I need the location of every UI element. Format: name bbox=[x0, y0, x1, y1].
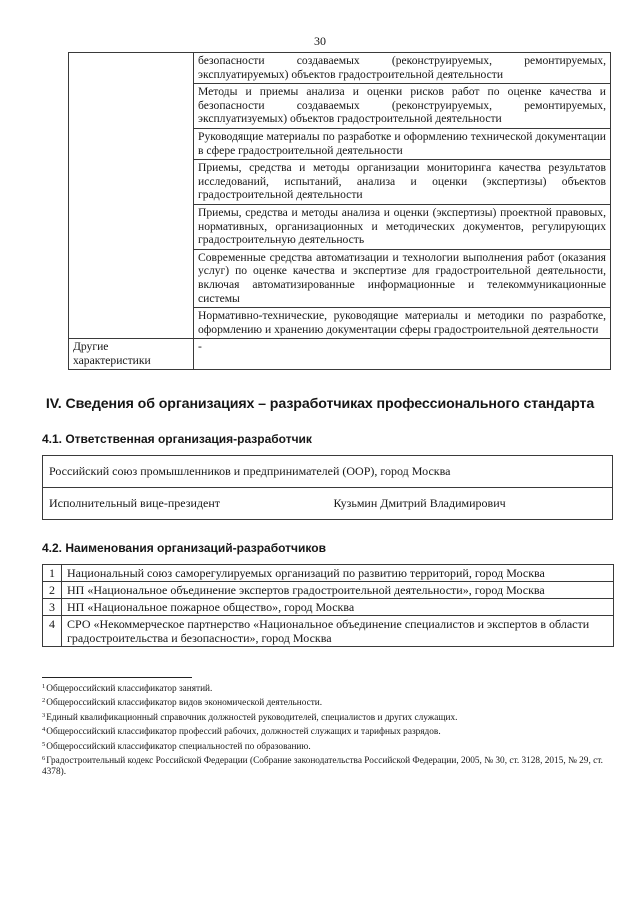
table-cell: Приемы, средства и методы организации мониторинга качества результатов исследований, испытаний, анализа и оценки (экспертизы) объектов градостроительной деятельности bbox=[194, 160, 611, 205]
organization-name: СРО «Некоммерческое партнерство «Национальное объединение специалистов и экспертов в области градостроительства и безопасности», город Москва bbox=[62, 616, 614, 647]
footnotes bbox=[42, 681, 617, 779]
footnote-number: 4 bbox=[42, 726, 46, 734]
organization-name: НП «Национальное объединение экспертов градостроительной деятельности», город Москва bbox=[62, 582, 614, 599]
footnote bbox=[42, 695, 617, 709]
table-cell: Приемы, средства и методы анализа и оценки (экспертизы) проектной правовых, нормативных, организационных и методических документов, регулирующих градостроительную деятельность bbox=[194, 204, 611, 249]
footnote-number: 3 bbox=[42, 711, 46, 719]
footnote bbox=[42, 710, 617, 724]
table-row bbox=[43, 565, 614, 582]
responsible-org-table bbox=[42, 455, 613, 520]
person-name: Кузьмин Дмитрий Владимирович bbox=[328, 488, 613, 520]
footnote-text: Общероссийский классификатор профессий рабочих, должностей служащих и тарифных разрядов. bbox=[46, 727, 441, 738]
footnote-text: Единый квалификационный справочник должностей руководителей, специалистов и других служащих. bbox=[46, 712, 458, 723]
footnote bbox=[42, 753, 617, 779]
responsible-org-heading: 4.1. Ответственная организация-разработчик bbox=[42, 432, 312, 446]
row-number: 1 bbox=[43, 565, 62, 582]
page-number: 30 bbox=[314, 34, 326, 48]
table-row bbox=[43, 616, 614, 647]
organization-name: Российский союз промышленников и предпринимателей (ООР), город Москва bbox=[43, 456, 613, 488]
section-title: IV. Сведения об организациях – разработчиках профессионального стандарта bbox=[45, 396, 595, 412]
developer-orgs-heading: 4.2. Наименования организаций-разработчиков bbox=[42, 541, 326, 555]
table-row bbox=[43, 599, 614, 616]
row-number: 4 bbox=[43, 616, 62, 647]
position-title: Исполнительный вице-президент bbox=[43, 488, 328, 520]
footnote-text: Общероссийский классификатор занятий. bbox=[46, 684, 213, 694]
table-cell: Современные средства автоматизации и технологии выполнения работ (оказания услуг) по оценке качества и экспертизе для градостроительной деятельности, включая автоматизированные информационные и телекоммуникационные системы bbox=[194, 249, 611, 307]
other-characteristics-label: Другие характеристики bbox=[69, 339, 194, 370]
footnote bbox=[42, 681, 617, 695]
footnote-text: Общероссийский классификатор специальностей по образованию. bbox=[46, 741, 311, 752]
other-characteristics-value: - bbox=[194, 339, 611, 370]
footnote-text: Градостроительный кодекс Российской Федерации (Собрание законодательства Российской Федерации, 2005, № 30, ст. 3128, 2015, № 29, ст. 4378). bbox=[42, 756, 603, 778]
organization-name: НП «Национальное пожарное общество», город Москва bbox=[62, 599, 614, 616]
table-cell: Руководящие материалы по разработке и оформлению технической документации в сфере градостроительной деятельности bbox=[194, 128, 611, 159]
footnote bbox=[42, 739, 617, 753]
table-row bbox=[43, 488, 613, 520]
table-row bbox=[43, 582, 614, 599]
row-number: 3 bbox=[43, 599, 62, 616]
knowledge-requirements-table bbox=[68, 52, 611, 370]
table-cell: Методы и приемы анализа и оценки рисков работ по оценке качества и безопасности создаваемых (реконструируемых, ремонтируемых, эксплуатизуемых) объектов градостроительной деятельности bbox=[194, 84, 611, 129]
footnote-number: 5 bbox=[42, 740, 46, 748]
footnote-number: 6 bbox=[42, 755, 46, 763]
organization-name: Национальный союз саморегулируемых организаций по развитию территорий, город Москва bbox=[62, 565, 614, 582]
footnote-divider bbox=[42, 677, 192, 678]
table-row bbox=[43, 456, 613, 488]
developer-orgs-table bbox=[42, 564, 614, 647]
footnote-number: 1 bbox=[42, 683, 46, 690]
row-label-cell bbox=[69, 53, 194, 339]
footnote-number: 2 bbox=[42, 697, 46, 705]
table-row bbox=[69, 53, 611, 84]
table-cell: Нормативно-технические, руководящие материалы и методики по разработке, оформлению и хранению документации сферы градостроительной деятельности bbox=[194, 308, 611, 339]
footnote bbox=[42, 724, 617, 738]
row-number: 2 bbox=[43, 582, 62, 599]
footnote-text: Общероссийский классификатор видов экономической деятельности. bbox=[46, 698, 323, 709]
table-row bbox=[69, 339, 611, 370]
table-cell: безопасности создаваемых (реконструируемых, ремонтируемых, эксплуатируемых) объектов градостроительной деятельности bbox=[194, 53, 611, 84]
